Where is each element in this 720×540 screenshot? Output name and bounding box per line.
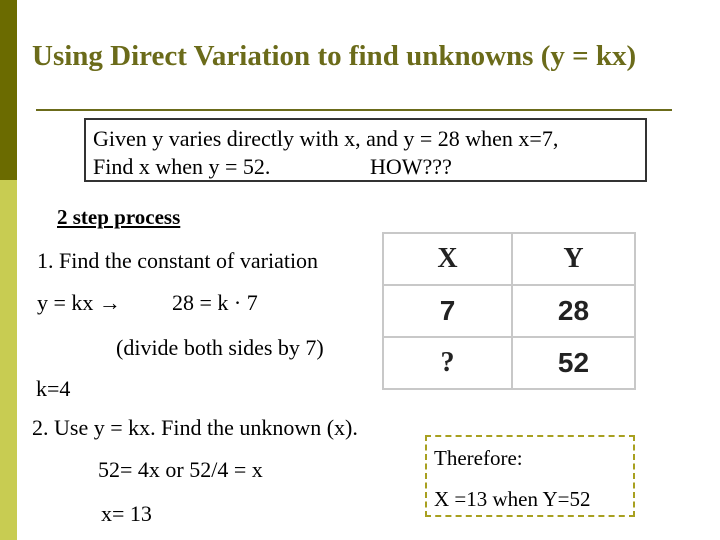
- how-prompt: HOW???: [370, 154, 452, 179]
- given-line-1: Given y varies directly with x, and y = 28 when x=7,: [93, 126, 559, 151]
- divide-note: (divide both sides by 7): [116, 335, 324, 360]
- conclusion-result: X =13 when Y=52: [434, 487, 591, 511]
- step-2-label: 2. Use y = kx. Find the unknown (x).: [32, 415, 358, 440]
- table-cell-x: ?: [383, 337, 512, 389]
- header-y: Y: [512, 233, 635, 285]
- table-cell-y: 28: [512, 285, 635, 337]
- k-result: k=4: [36, 376, 71, 401]
- given-question: Find x when y = 52.: [93, 154, 271, 179]
- table-row: [383, 337, 635, 389]
- conclusion-box: [425, 435, 635, 517]
- step-1-label: 1. Find the constant of variation: [37, 248, 319, 273]
- table-row: [383, 285, 635, 337]
- conclusion-label: Therefore:: [434, 446, 523, 470]
- process-heading: 2 step process: [57, 205, 181, 229]
- sidebar-accent-light: [0, 180, 17, 540]
- header-x: X: [383, 233, 512, 285]
- table-cell-y: 52: [512, 337, 635, 389]
- given-problem-box: [84, 118, 647, 182]
- slide-title: Using Direct Variation to find unknowns (y = kx): [32, 40, 637, 72]
- sidebar-accent-dark: [0, 0, 17, 180]
- equation-left: y = kx →: [37, 290, 121, 315]
- table-header-row: [383, 233, 635, 285]
- x-result: x= 13: [101, 501, 152, 526]
- given-line-2: [93, 154, 452, 180]
- solve-equation: 52= 4x or 52/4 = x: [98, 457, 263, 482]
- xy-table: [382, 232, 636, 390]
- title-underline: [36, 109, 672, 111]
- equation-right: 28 = k · 7: [172, 290, 258, 315]
- table-cell-x: 7: [383, 285, 512, 337]
